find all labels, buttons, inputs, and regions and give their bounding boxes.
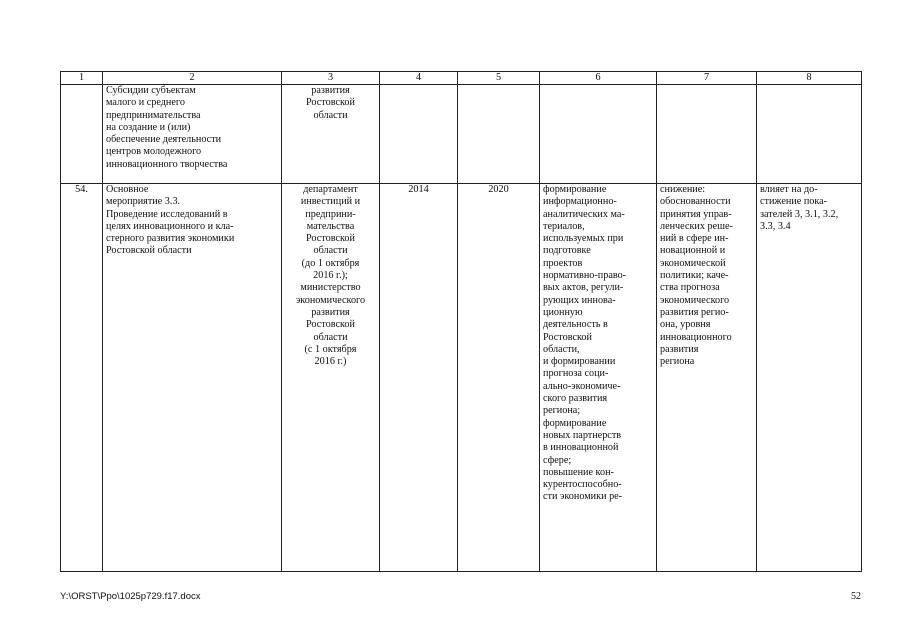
cell-expected-result (540, 184, 657, 572)
text-line: департамент (303, 184, 358, 195)
text-line: мероприятие 3.3. (106, 196, 181, 208)
text-line: Ростовской (543, 331, 592, 343)
text-line: прогноза соци- (543, 368, 609, 380)
text-line: региона; (543, 405, 581, 417)
text-line: области (313, 245, 348, 257)
table-row-continuation (61, 85, 862, 184)
text-line: области (313, 109, 348, 121)
text-line: информационно- (543, 196, 617, 208)
document-table (60, 71, 862, 572)
header-cell: 8 (757, 72, 862, 85)
text-line: развития (660, 343, 699, 355)
cell-end-year: 2020 (458, 184, 540, 572)
text-line: новых партнерств (543, 429, 622, 441)
text-line: области (313, 331, 348, 343)
text-line: зателей 3, 3.1, 3.2, (760, 208, 839, 220)
cell-start-year: 2014 (380, 184, 458, 572)
text-line: 3.3, 3.4 (760, 220, 791, 232)
text-line: развития регио- (660, 306, 729, 318)
text-line: используемых при (543, 233, 624, 245)
text-line: центров молодежного (106, 146, 202, 158)
text-line: рующих иннова- (543, 294, 616, 306)
text-line: предпринимательства (106, 109, 201, 121)
cell-responsible (282, 184, 380, 572)
header-cell: 6 (540, 72, 657, 85)
text-line: деятельность в (543, 319, 608, 331)
cell-activity-name (103, 184, 282, 572)
cell-responsible (282, 85, 380, 184)
cell-end-year (458, 85, 540, 184)
text-line: развития (311, 85, 350, 96)
text-line: Ростовской области (106, 245, 192, 257)
footer-page-number: 52 (851, 591, 861, 602)
text-line: ленческих реше- (660, 220, 733, 232)
text-line: курентоспособно- (543, 479, 622, 491)
text-line: териалов, (543, 220, 585, 232)
text-line: 2016 г.) (314, 356, 347, 368)
header-cell: 3 (282, 72, 380, 85)
text-line: ского развития (543, 393, 608, 405)
cell-indicators (757, 85, 862, 184)
text-line: предприни- (305, 208, 356, 220)
text-line: развития (311, 306, 350, 318)
text-line: (с 1 октября (304, 343, 357, 355)
text-line: экономического (295, 294, 366, 306)
footer-file-path: Y:\ORST\Ppo\1025p729.f17.docx (60, 591, 201, 602)
text-line: проектов (543, 257, 583, 269)
text-line: стижение пока- (760, 196, 828, 208)
cell-indicators (757, 184, 862, 572)
text-line: аналитических ма- (543, 208, 625, 220)
text-line: инновационного (660, 331, 732, 343)
text-line: вых актов, регули- (543, 282, 624, 294)
text-line: Ростовской (306, 233, 355, 245)
text-line: стерного развития экономики (106, 233, 235, 245)
text-line: экономического (660, 294, 730, 306)
header-cell: 5 (458, 72, 540, 85)
cell-consequences (657, 184, 757, 572)
text-line: инвестиций и (300, 196, 361, 208)
text-line: Ростовской (306, 319, 355, 331)
text-line: формирование (543, 184, 607, 195)
text-line: она, уровня (660, 319, 711, 331)
text-line: обоснованности (660, 196, 731, 208)
text-line: экономической (660, 257, 726, 269)
text-line: снижение: (660, 184, 706, 195)
cell-number (61, 85, 103, 184)
text-line: в инновационной (543, 442, 619, 454)
text-line: ства прогноза (660, 282, 720, 294)
cell-activity-name (103, 85, 282, 184)
text-line: региона (660, 356, 695, 368)
text-line: области, (543, 343, 580, 355)
text-line: и формировании (543, 356, 616, 368)
text-line: нормативно-право- (543, 270, 627, 282)
text-line: политики; каче- (660, 270, 729, 282)
text-line: подготовке (543, 245, 591, 257)
table-row-54 (61, 184, 862, 572)
text-line: формирование (543, 417, 607, 429)
cell-expected-result (540, 85, 657, 184)
cell-consequences (657, 85, 757, 184)
text-line: инновационного творчества (106, 158, 228, 170)
text-line: 2016 г.); (313, 270, 348, 282)
text-line: (до 1 октября (301, 257, 360, 269)
text-line: министерство (300, 282, 361, 294)
text-line: целях инновационного и кла- (106, 220, 234, 232)
text-line: сфере; (543, 454, 572, 466)
text-line: Проведение исследований в (106, 208, 228, 220)
text-line: обеспечение деятельности (106, 134, 222, 146)
text-line: сти экономики ре- (543, 491, 623, 503)
text-line: Ростовской (306, 97, 355, 109)
header-cell: 2 (103, 72, 282, 85)
text-line: малого и среднего (106, 97, 185, 109)
header-cell: 7 (657, 72, 757, 85)
text-line: на создание и (или) (106, 121, 191, 133)
text-line: принятия управ- (660, 208, 732, 220)
cell-number: 54. (61, 184, 103, 572)
text-line: мательства (306, 220, 355, 232)
text-line: Основное (106, 184, 149, 195)
text-line: ционную (543, 306, 583, 318)
text-line: ально-экономиче- (543, 380, 621, 392)
text-line: ний в сфере ин- (660, 233, 729, 245)
header-cell: 4 (380, 72, 458, 85)
text-line: влияет на до- (760, 184, 818, 195)
cell-start-year (380, 85, 458, 184)
text-line: повышение кон- (543, 466, 614, 478)
text-line: Субсидии субъектам (106, 85, 196, 96)
text-line: новационной и (660, 245, 726, 257)
header-cell: 1 (61, 72, 103, 85)
table-header-row (61, 72, 862, 85)
